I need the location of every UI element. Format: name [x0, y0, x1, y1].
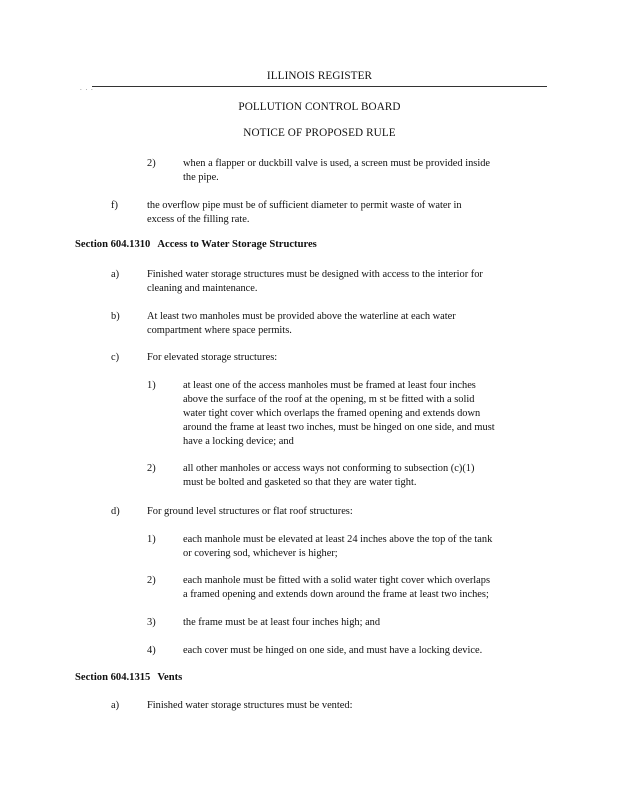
- paragraph-text: water tight cover which overlaps the framed opening and extends down: [183, 408, 481, 419]
- paragraph-label: 2): [147, 463, 156, 474]
- item-text: the overflow pipe must be of sufficient diameter to permit waste of water in: [147, 200, 462, 211]
- paragraph-text: at least one of the access manholes must be framed at least four inches: [183, 380, 476, 391]
- paragraph-text: each cover must be hinged on one side, and must have a locking device.: [183, 645, 483, 656]
- paragraph-label: 1): [147, 534, 156, 545]
- subsection-text: At least two manholes must be provided above the waterline at each water: [147, 311, 456, 322]
- item-text: when a flapper or duckbill valve is used, a screen must be provided inside: [183, 158, 491, 169]
- item-text: the pipe.: [183, 172, 219, 183]
- paragraph-text: above the surface of the roof at the opening, m st be fitted with a solid: [183, 394, 475, 405]
- item-text: excess of the filling rate.: [147, 214, 250, 225]
- paragraph-text: have a locking device; and: [183, 436, 294, 447]
- section-number: Section 604.1310: [75, 239, 151, 250]
- paragraph-label: 3): [147, 617, 156, 628]
- section-title: Access to Water Storage Structures: [157, 239, 317, 250]
- paragraph-text: the frame must be at least four inches high; and: [183, 617, 381, 628]
- subsection-text: Finished water storage structures must be vented:: [147, 700, 353, 711]
- board-header: POLLUTION CONTROL BOARD: [238, 101, 401, 113]
- paragraph-text: must be bolted and gasketed so that they are water tight.: [183, 477, 417, 488]
- subsection-text: For elevated storage structures:: [147, 352, 278, 363]
- register-header: ILLINOIS REGISTER: [266, 70, 373, 82]
- paragraph-text: each manhole must be fitted with a solid water tight cover which overlaps: [183, 575, 491, 586]
- paragraph-text: around the frame at least two inches, must be hinged on one side, and must: [183, 422, 495, 433]
- subsection-text: compartment where space permits.: [147, 325, 292, 336]
- subsection-text: cleaning and maintenance.: [147, 283, 258, 294]
- subsection-label: a): [111, 700, 120, 711]
- subsection-label: d): [111, 506, 120, 517]
- paragraph-text: all other manholes or access ways not conforming to subsection (c)(1): [183, 463, 475, 474]
- header-rule: [92, 86, 547, 87]
- section-heading: [75, 671, 182, 684]
- section-heading: [75, 238, 317, 251]
- section-number: Section 604.1315: [75, 672, 151, 683]
- item-label: f): [111, 200, 118, 211]
- paragraph-text: a framed opening and extends down around the frame at least two inches;: [183, 589, 489, 600]
- subsection-text: For ground level structures or flat roof structures:: [147, 506, 353, 517]
- paragraph-label: 1): [147, 380, 156, 391]
- subsection-label: a): [111, 269, 120, 280]
- paragraph-label: 4): [147, 645, 156, 656]
- paragraph-label: 2): [147, 575, 156, 586]
- paragraph-text: each manhole must be elevated at least 24 inches above the top of the tank: [183, 534, 493, 545]
- subsection-text: Finished water storage structures must be designed with access to the interior for: [147, 269, 483, 280]
- subsection-label: c): [111, 352, 120, 363]
- section-title: Vents: [157, 672, 183, 683]
- notice-header: NOTICE OF PROPOSED RULE: [243, 127, 396, 139]
- paragraph-text: or covering sod, whichever is higher;: [183, 548, 338, 559]
- scan-artifact-dots: . . .: [80, 84, 94, 92]
- subsection-label: b): [111, 311, 120, 322]
- item-label: 2): [147, 158, 156, 169]
